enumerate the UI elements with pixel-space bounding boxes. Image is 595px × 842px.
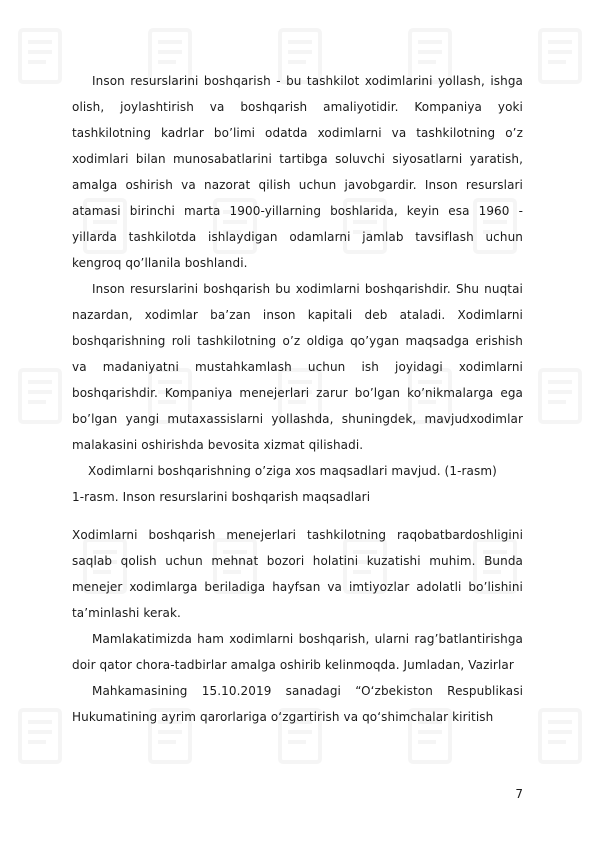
paragraph-4: Mamlakatimizda ham xodimlarni boshqarish, ularni rag’batlantirishga doir qator chora-tadbirlar amalga oshirib kelinmoqda. Jumladan, Vazirlar	[72, 632, 523, 672]
figure-reference: Xodimlarni boshqarishning o’ziga xos maqsadlari mavjud. (1-rasm)	[88, 464, 497, 478]
page-number: 7	[515, 787, 523, 801]
paragraph-3: Xodimlarni boshqarish menejerlari tashkilotning raqobatbardoshligini saqlab qolish uchun mehnat bozori holatini kuzatishi muhim. Bunda menejer xodimlarga beriladiga hayfsan va imtiyozlar adolatli bo’lishini ta’minlashi kerak.	[72, 528, 523, 620]
paragraph-5: Mahkamasining 15.10.2019 sanadagi “O‘zbekiston Respublikasi Hukumatining ayrim qarorlariga o‘zgartirish va qo‘shimchalar kiritish	[72, 684, 523, 724]
body-text	[72, 68, 523, 730]
paragraph-1: Inson resurslarini boshqarish - bu tashkilot xodimlarini yollash, ishga olish, joylashtirish va boshqarish amaliyotidir. Kompaniya yoki tashkilotning kadrlar bo’limi odatda xodimlarni va tashkilotning o’z xodimlari bilan munosabatlarini tartibga soluvchi siyosatlarni yaratish, amalga oshirish va nazorat qilish uchun javobgardir. Inson resurslari atamasi birinchi marta 1900-yillarning boshlarida, keyin esa 1960 -yillarda tashkilotda ishlaydigan odamlarni jamlab tavsiflash uchun kengroq qo’llanila boshlandi.	[72, 74, 523, 270]
figure-caption: 1-rasm. Inson resurslarini boshqarish maqsadlari	[72, 490, 371, 504]
paragraph-2: Inson resurslarini boshqarish bu xodimlarni boshqarishdir. Shu nuqtai nazardan, xodimlar ba’zan inson kapitali deb ataladi. Xodimlarni boshqarishning roli tashkilotning o’z oldiga qo’ygan maqsadga erishish va madaniyatni mustahkamlash uchun ish joyidagi xodimlarni boshqarishdir. Kompaniya menejerlari zarur bo’lgan ko’nikmalarga ega bo’lgan yangi mutaxassislarni yollashda, shuningdek, mavjudxodimlar malakasini oshirishda bevosita xizmat qilishadi.	[72, 282, 523, 452]
